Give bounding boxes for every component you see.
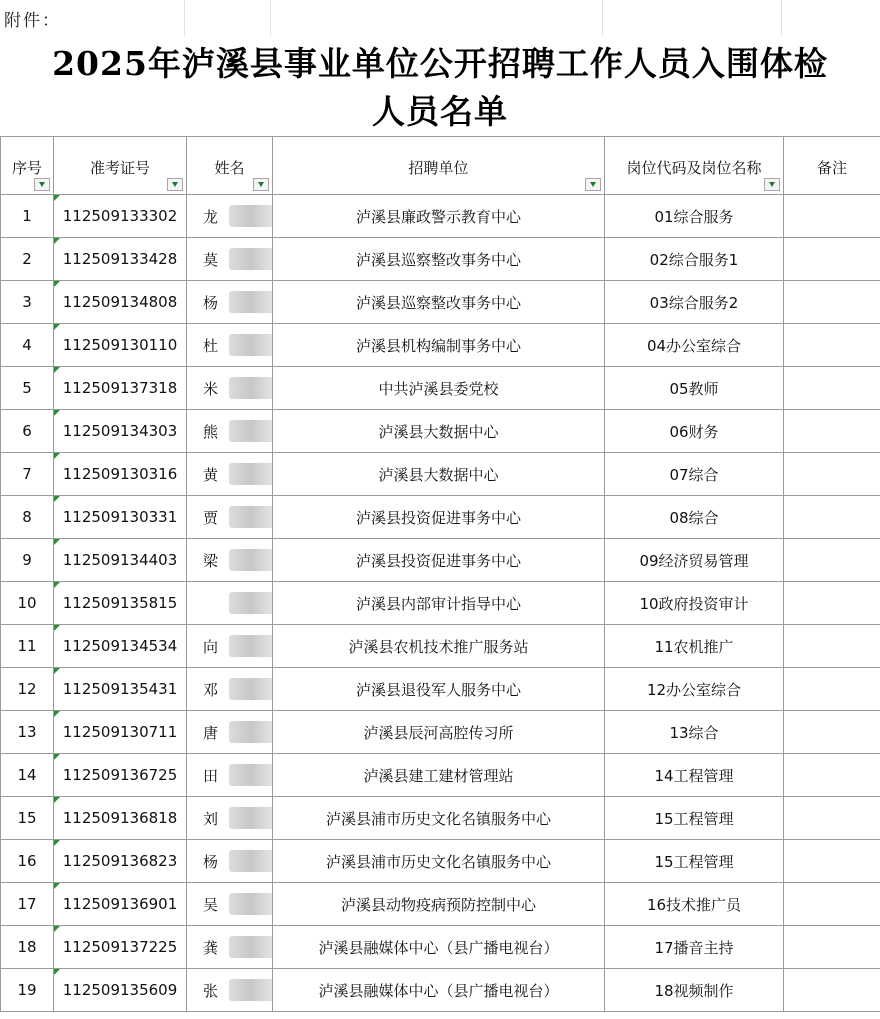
number-as-text-marker-icon xyxy=(54,324,60,330)
exam-id-text: 112509136818 xyxy=(62,809,178,827)
table-row[interactable] xyxy=(1,281,880,324)
post-cell[interactable]: 10政府投资审计 xyxy=(605,582,784,625)
number-as-text-marker-icon xyxy=(54,410,60,416)
row-number-cell[interactable]: 1 xyxy=(1,195,54,238)
name-text: 张 xyxy=(203,982,219,1000)
row-number-cell[interactable]: 13 xyxy=(1,711,54,754)
row-number-cell[interactable]: 18 xyxy=(1,926,54,969)
redaction-blur xyxy=(229,420,273,442)
table-row[interactable] xyxy=(1,582,880,625)
name-text: 唐 xyxy=(203,724,219,742)
table-row[interactable] xyxy=(1,625,880,668)
table-row[interactable] xyxy=(1,539,880,582)
filter-dropdown-icon[interactable] xyxy=(167,178,183,191)
table-row[interactable] xyxy=(1,324,880,367)
table-row[interactable] xyxy=(1,195,880,238)
unit-cell[interactable]: 泸溪县巡察整改事务中心 xyxy=(273,238,605,281)
table-row[interactable] xyxy=(1,797,880,840)
header-cell-unit[interactable] xyxy=(273,137,605,195)
redaction-blur xyxy=(229,377,273,399)
redaction-blur xyxy=(229,334,273,356)
name-cell[interactable] xyxy=(187,582,273,625)
exam-id-cell[interactable] xyxy=(54,582,187,625)
note-cell[interactable] xyxy=(784,410,880,453)
note-cell[interactable] xyxy=(784,582,880,625)
number-as-text-marker-icon xyxy=(54,582,60,588)
name-text: 贾 xyxy=(203,509,219,527)
post-cell[interactable]: 13综合 xyxy=(605,711,784,754)
exam-id-cell[interactable] xyxy=(54,410,187,453)
unit-cell[interactable]: 泸溪县机构编制事务中心 xyxy=(273,324,605,367)
exam-id-text: 112509133428 xyxy=(62,250,178,268)
number-as-text-marker-icon xyxy=(54,238,60,244)
post-cell[interactable]: 15工程管理 xyxy=(605,840,784,883)
redaction-blur xyxy=(229,549,273,571)
table-row[interactable] xyxy=(1,238,880,281)
unit-cell[interactable]: 泸溪县动物疫病预防控制中心 xyxy=(273,883,605,926)
redaction-blur xyxy=(229,592,273,614)
post-cell[interactable]: 05教师 xyxy=(605,367,784,410)
redaction-blur xyxy=(229,205,273,227)
unit-cell[interactable]: 泸溪县农机技术推广服务站 xyxy=(273,625,605,668)
post-cell[interactable]: 08综合 xyxy=(605,496,784,539)
row-number-cell[interactable]: 4 xyxy=(1,324,54,367)
table-row[interactable] xyxy=(1,969,880,1012)
post-cell[interactable]: 06财务 xyxy=(605,410,784,453)
exam-id-cell[interactable] xyxy=(54,453,187,496)
exam-id-cell[interactable] xyxy=(54,539,187,582)
row-number-cell[interactable]: 10 xyxy=(1,582,54,625)
row-number-cell[interactable]: 8 xyxy=(1,496,54,539)
number-as-text-marker-icon xyxy=(54,711,60,717)
exam-id-text: 112509130331 xyxy=(62,508,178,526)
row-number-cell[interactable]: 15 xyxy=(1,797,54,840)
exam-id-cell[interactable] xyxy=(54,969,187,1012)
filter-dropdown-icon[interactable] xyxy=(764,178,780,191)
unit-cell[interactable]: 泸溪县融媒体中心（县广播电视台） xyxy=(273,969,605,1012)
roster-body xyxy=(1,195,880,1012)
filter-dropdown-icon[interactable] xyxy=(253,178,269,191)
name-cell[interactable] xyxy=(187,711,273,754)
number-as-text-marker-icon xyxy=(54,797,60,803)
note-cell[interactable] xyxy=(784,668,880,711)
name-cell[interactable] xyxy=(187,625,273,668)
unit-cell[interactable]: 泸溪县大数据中心 xyxy=(273,453,605,496)
name-cell[interactable] xyxy=(187,539,273,582)
filter-dropdown-icon[interactable] xyxy=(585,178,601,191)
name-text: 龚 xyxy=(203,939,219,957)
header-cell-note[interactable] xyxy=(784,137,880,195)
name-cell[interactable] xyxy=(187,969,273,1012)
post-cell[interactable]: 12办公室综合 xyxy=(605,668,784,711)
post-cell[interactable]: 14工程管理 xyxy=(605,754,784,797)
note-cell[interactable] xyxy=(784,840,880,883)
header-row xyxy=(1,137,880,195)
table-row[interactable] xyxy=(1,711,880,754)
exam-id-text: 112509133302 xyxy=(62,207,178,225)
note-cell[interactable] xyxy=(784,238,880,281)
gridline xyxy=(184,0,185,36)
name-cell[interactable] xyxy=(187,883,273,926)
table-row[interactable] xyxy=(1,883,880,926)
row-number-cell[interactable]: 3 xyxy=(1,281,54,324)
name-cell[interactable] xyxy=(187,840,273,883)
row-number-cell[interactable]: 12 xyxy=(1,668,54,711)
title-line-2: 人员名单 xyxy=(372,92,508,131)
exam-id-text: 112509134403 xyxy=(62,551,178,569)
row-number-cell[interactable]: 17 xyxy=(1,883,54,926)
row-number-cell[interactable]: 11 xyxy=(1,625,54,668)
header-cell-post[interactable] xyxy=(605,137,784,195)
name-text: 杨 xyxy=(203,853,219,871)
attachment-label: 附件： xyxy=(4,11,61,31)
redaction-blur xyxy=(229,678,273,700)
exam-id-text: 112509135815 xyxy=(62,594,178,612)
number-as-text-marker-icon xyxy=(54,367,60,373)
unit-cell[interactable]: 泸溪县退役军人服务中心 xyxy=(273,668,605,711)
post-cell[interactable]: 01综合服务 xyxy=(605,195,784,238)
post-cell[interactable]: 16技术推广员 xyxy=(605,883,784,926)
exam-id-cell[interactable] xyxy=(54,754,187,797)
name-cell[interactable] xyxy=(187,410,273,453)
unit-cell[interactable]: 泸溪县建工建材管理站 xyxy=(273,754,605,797)
redaction-blur xyxy=(229,936,273,958)
note-cell[interactable] xyxy=(784,367,880,410)
post-cell[interactable]: 07综合 xyxy=(605,453,784,496)
name-text: 刘 xyxy=(203,810,219,828)
row-number-cell[interactable]: 5 xyxy=(1,367,54,410)
exam-id-cell[interactable] xyxy=(54,496,187,539)
header-label: 岗位代码及岗位名称 xyxy=(626,159,762,177)
name-text: 米 xyxy=(203,380,219,398)
filter-dropdown-icon[interactable] xyxy=(34,178,50,191)
note-cell[interactable] xyxy=(784,883,880,926)
row-number-cell[interactable]: 19 xyxy=(1,969,54,1012)
note-cell[interactable] xyxy=(784,926,880,969)
unit-cell[interactable]: 泸溪县辰河高腔传习所 xyxy=(273,711,605,754)
name-cell[interactable] xyxy=(187,754,273,797)
post-cell[interactable]: 17播音主持 xyxy=(605,926,784,969)
name-text: 邓 xyxy=(203,681,219,699)
name-cell[interactable] xyxy=(187,367,273,410)
exam-id-text: 112509130711 xyxy=(62,723,178,741)
name-text: 向 xyxy=(203,638,219,656)
note-cell[interactable] xyxy=(784,539,880,582)
name-text: 熊 xyxy=(203,423,219,441)
exam-id-text: 112509137318 xyxy=(62,379,178,397)
name-text: 田 xyxy=(203,767,219,785)
table-row[interactable] xyxy=(1,453,880,496)
post-cell[interactable]: 04办公室综合 xyxy=(605,324,784,367)
number-as-text-marker-icon xyxy=(54,668,60,674)
exam-id-text: 112509130110 xyxy=(62,336,178,354)
exam-id-cell[interactable] xyxy=(54,840,187,883)
post-cell[interactable]: 03综合服务2 xyxy=(605,281,784,324)
exam-id-cell[interactable] xyxy=(54,926,187,969)
exam-id-cell[interactable] xyxy=(54,367,187,410)
name-text: 吴 xyxy=(203,896,219,914)
unit-cell[interactable]: 泸溪县浦市历史文化名镇服务中心 xyxy=(273,797,605,840)
redaction-blur xyxy=(229,506,273,528)
exam-id-text: 112509134534 xyxy=(62,637,178,655)
name-text: 杨 xyxy=(203,294,219,312)
name-cell[interactable] xyxy=(187,195,273,238)
post-cell[interactable]: 09经济贸易管理 xyxy=(605,539,784,582)
redaction-blur xyxy=(229,893,273,915)
header-cell-name[interactable] xyxy=(187,137,273,195)
redaction-blur xyxy=(229,721,273,743)
redaction-blur xyxy=(229,248,273,270)
header-label: 序号 xyxy=(11,159,42,177)
header-label: 招聘单位 xyxy=(408,159,469,177)
note-cell[interactable] xyxy=(784,711,880,754)
exam-id-cell[interactable] xyxy=(54,324,187,367)
unit-cell[interactable]: 中共泸溪县委党校 xyxy=(273,367,605,410)
name-cell[interactable] xyxy=(187,496,273,539)
exam-id-text: 112509134808 xyxy=(62,293,178,311)
redaction-blur xyxy=(229,850,273,872)
redaction-blur xyxy=(229,291,273,313)
table-row[interactable] xyxy=(1,840,880,883)
exam-id-cell[interactable] xyxy=(54,195,187,238)
name-cell[interactable] xyxy=(187,238,273,281)
table-row[interactable] xyxy=(1,754,880,797)
name-cell[interactable] xyxy=(187,926,273,969)
exam-id-text: 112509136725 xyxy=(62,766,178,784)
exam-id-text: 112509134303 xyxy=(62,422,178,440)
header-cell-id[interactable] xyxy=(54,137,187,195)
row-number-cell[interactable]: 7 xyxy=(1,453,54,496)
unit-cell[interactable]: 泸溪县大数据中心 xyxy=(273,410,605,453)
name-text: 黄 xyxy=(203,466,219,484)
gridline xyxy=(270,0,271,36)
unit-cell[interactable]: 泸溪县廉政警示教育中心 xyxy=(273,195,605,238)
name-text: 莫 xyxy=(203,251,219,269)
exam-id-text: 112509135431 xyxy=(62,680,178,698)
gridline xyxy=(602,0,603,36)
exam-id-text: 112509130316 xyxy=(62,465,178,483)
number-as-text-marker-icon xyxy=(54,195,60,201)
exam-id-text: 112509136823 xyxy=(62,852,178,870)
number-as-text-marker-icon xyxy=(54,840,60,846)
header-label: 姓名 xyxy=(214,159,245,177)
redaction-blur xyxy=(229,807,273,829)
note-cell[interactable] xyxy=(784,453,880,496)
exam-id-text: 112509137225 xyxy=(62,938,178,956)
post-cell[interactable]: 18视频制作 xyxy=(605,969,784,1012)
table-row[interactable] xyxy=(1,496,880,539)
number-as-text-marker-icon xyxy=(54,453,60,459)
exam-id-cell[interactable] xyxy=(54,668,187,711)
number-as-text-marker-icon xyxy=(54,281,60,287)
row-number-cell[interactable]: 16 xyxy=(1,840,54,883)
name-text: 杜 xyxy=(203,337,219,355)
table-row[interactable] xyxy=(1,668,880,711)
number-as-text-marker-icon xyxy=(54,883,60,889)
title-line-1: 2025年泸溪县事业单位公开招聘工作人员入围体检 xyxy=(52,44,828,83)
row-number-cell[interactable]: 14 xyxy=(1,754,54,797)
number-as-text-marker-icon xyxy=(54,496,60,502)
row-number-cell[interactable]: 2 xyxy=(1,238,54,281)
note-cell[interactable] xyxy=(784,496,880,539)
exam-id-cell[interactable] xyxy=(54,625,187,668)
table-row[interactable] xyxy=(1,367,880,410)
unit-cell[interactable]: 泸溪县浦市历史文化名镇服务中心 xyxy=(273,840,605,883)
exam-id-cell[interactable] xyxy=(54,238,187,281)
number-as-text-marker-icon xyxy=(54,969,60,975)
note-cell[interactable] xyxy=(784,625,880,668)
unit-cell[interactable]: 泸溪县内部审计指导中心 xyxy=(273,582,605,625)
note-cell[interactable] xyxy=(784,195,880,238)
roster-table xyxy=(0,136,880,1012)
number-as-text-marker-icon xyxy=(54,926,60,932)
name-cell[interactable] xyxy=(187,668,273,711)
number-as-text-marker-icon xyxy=(54,754,60,760)
exam-id-cell[interactable] xyxy=(54,797,187,840)
exam-id-cell[interactable] xyxy=(54,883,187,926)
number-as-text-marker-icon xyxy=(54,539,60,545)
header-label: 备注 xyxy=(816,159,847,177)
table-row[interactable] xyxy=(1,926,880,969)
redaction-blur xyxy=(229,463,273,485)
note-cell[interactable] xyxy=(784,324,880,367)
note-cell[interactable] xyxy=(784,754,880,797)
note-cell[interactable] xyxy=(784,281,880,324)
number-as-text-marker-icon xyxy=(54,625,60,631)
row-number-cell[interactable]: 6 xyxy=(1,410,54,453)
header-cell-no[interactable] xyxy=(1,137,54,195)
name-cell[interactable] xyxy=(187,324,273,367)
note-cell[interactable] xyxy=(784,969,880,1012)
name-cell[interactable] xyxy=(187,797,273,840)
row-number-cell[interactable]: 9 xyxy=(1,539,54,582)
redaction-blur xyxy=(229,764,273,786)
name-text: 梁 xyxy=(203,552,219,570)
gridline xyxy=(781,0,782,36)
name-cell[interactable] xyxy=(187,281,273,324)
unit-cell[interactable]: 泸溪县融媒体中心（县广播电视台） xyxy=(273,926,605,969)
exam-id-text: 112509136901 xyxy=(62,895,178,913)
unit-cell[interactable]: 泸溪县投资促进事务中心 xyxy=(273,539,605,582)
redaction-blur xyxy=(229,979,273,1001)
post-cell[interactable]: 02综合服务1 xyxy=(605,238,784,281)
name-text: 龙 xyxy=(203,208,219,226)
redaction-blur xyxy=(229,635,273,657)
table-row[interactable] xyxy=(1,410,880,453)
header-label: 准考证号 xyxy=(89,159,150,177)
exam-id-cell[interactable] xyxy=(54,281,187,324)
exam-id-cell[interactable] xyxy=(54,711,187,754)
name-cell[interactable] xyxy=(187,453,273,496)
exam-id-text: 112509135609 xyxy=(62,981,178,999)
unit-cell[interactable]: 泸溪县投资促进事务中心 xyxy=(273,496,605,539)
note-cell[interactable] xyxy=(784,797,880,840)
post-cell[interactable]: 11农机推广 xyxy=(605,625,784,668)
unit-cell[interactable]: 泸溪县巡察整改事务中心 xyxy=(273,281,605,324)
post-cell[interactable]: 15工程管理 xyxy=(605,797,784,840)
